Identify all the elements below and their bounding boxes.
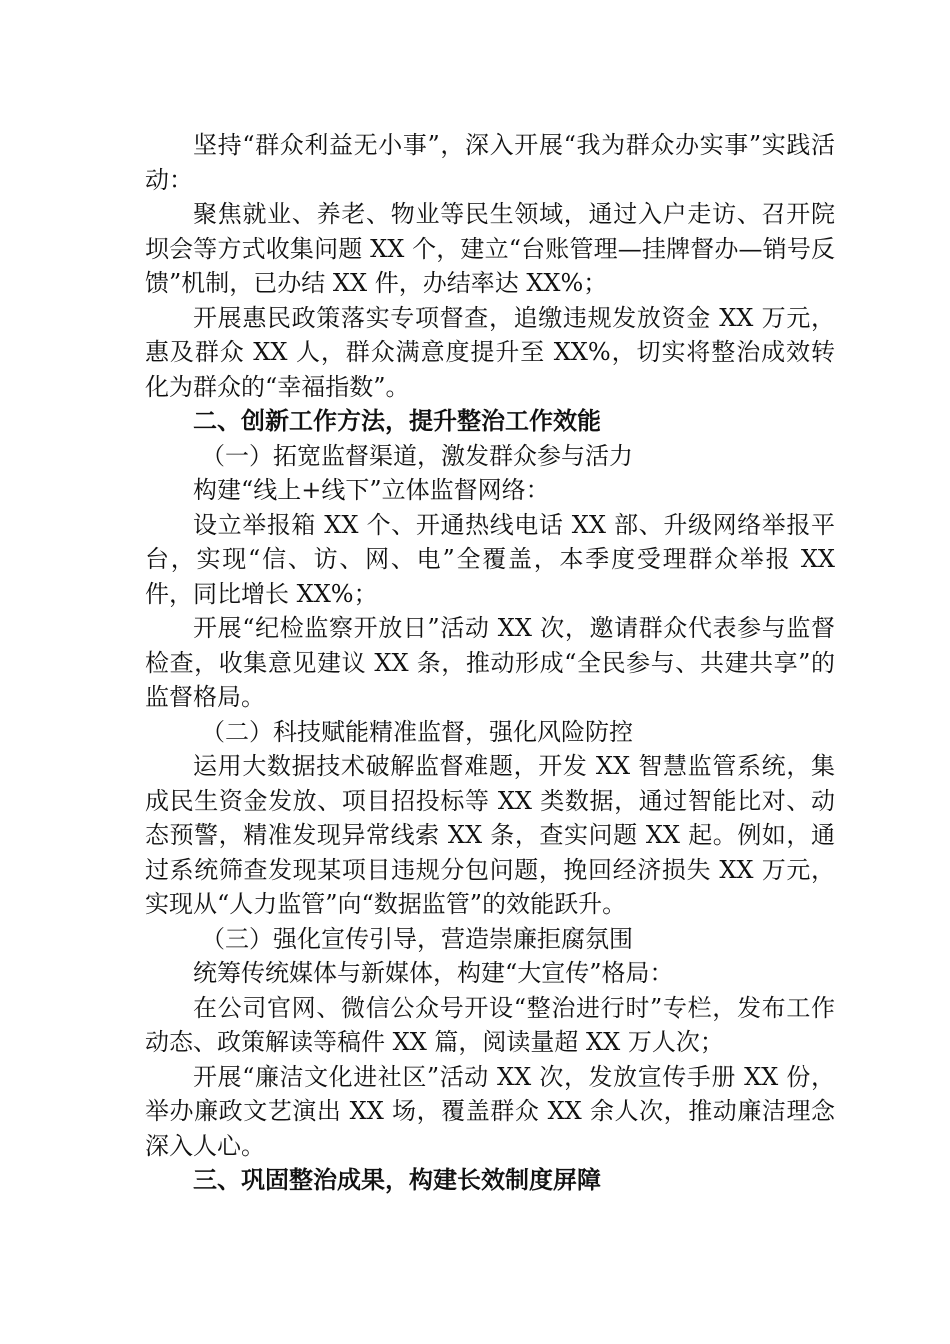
paragraph-community-activity: 开展“廉洁文化进社区”活动 XX 次，发放宣传手册 XX 份，举办廉政文艺演出 XX 场，覆盖群众 XX 余人次，推动廉洁理念深入人心。 (145, 1062, 835, 1160)
paragraph-website-column: 在公司官网、微信公众号开设“整治进行时”专栏，发布工作动态、政策解读等稿件 XX 篇，阅读量超 XX 万人次； (145, 993, 835, 1056)
subheading-2-3: （三）强化宣传引导，营造崇廉拒腐氛围 (201, 924, 633, 953)
subheading-2-2: （二）科技赋能精准监督，强化风险防控 (201, 717, 633, 746)
heading-section-3: 三、巩固整治成果，构建长效制度屏障 (193, 1166, 601, 1194)
paragraph-big-data: 运用大数据技术破解监督难题，开发 XX 智慧监管系统，集成民生资金发放、项目招投标等 XX 类数据，通过智能比对、动态预警，精准发现异常线索 XX 条，查实问题 XX 起。例如，通过系统筛查发现某项目违规分包问题，挽回经济损失 XX 万元，实现从“人力监管”向“数据监管”的效能跃升。 (145, 752, 835, 918)
document-page (145, 128, 835, 1198)
paragraph-livelihood-issues: 聚焦就业、养老、物业等民生领域，通过入户走访、召开院坝会等方式收集问题 XX 个，建立“台账管理—挂牌督办—销号反馈”机制，已办结 XX 件，办结率达 XX%； (145, 200, 835, 297)
paragraph-supervision-network: 构建“线上+线下”立体监督网络： (193, 476, 550, 504)
heading-section-2: 二、创新工作方法，提升整治工作效能 (193, 407, 601, 435)
paragraph-media: 统筹传统媒体与新媒体，构建“大宣传”格局： (193, 959, 674, 987)
paragraph-report-channels: 设立举报箱 XX 个、开通热线电话 XX 部、升级网络举报平台，实现“信、访、网、电”全覆盖，本季度受理群众举报 XX 件，同比增长 XX%； (145, 510, 835, 608)
paragraph-open-day: 开展“纪检监察开放日”活动 XX 次，邀请群众代表参与监督检查，收集意见建议 XX 条，推动形成“全民参与、共建共享”的监督格局。 (145, 614, 835, 711)
subheading-2-1: （一）拓宽监督渠道，激发群众参与活力 (201, 441, 633, 470)
paragraph-practice-activity: 坚持“群众利益无小事”，深入开展“我为群众办实事”实践活动： (145, 131, 835, 194)
paragraph-policy-inspection: 开展惠民政策落实专项督查，追缴违规发放资金 XX 万元，惠及群众 XX 人，群众满意度提升至 XX%，切实将整治成效转化为群众的“幸福指数”。 (145, 303, 835, 401)
